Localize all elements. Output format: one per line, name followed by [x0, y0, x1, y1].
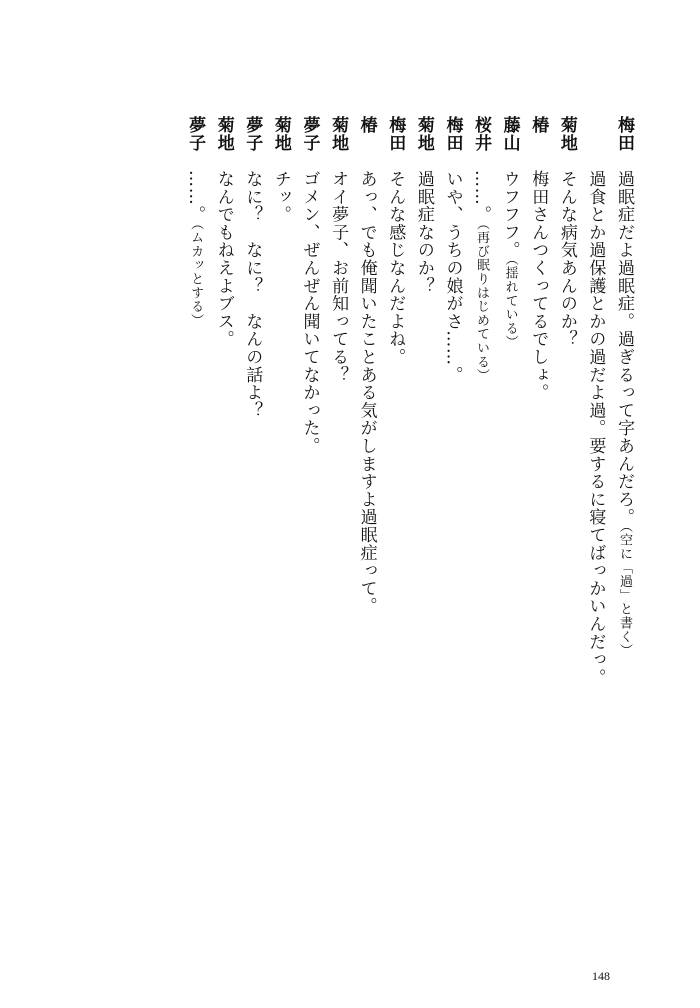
dialogue-text: 梅田さんつくってるでしょ。 — [528, 170, 549, 402]
dialogue-text: いや、うちの娘がさ……。 — [442, 170, 463, 384]
dialogue-text: オイ夢子、お前知ってる？ — [328, 170, 349, 384]
speaker-name: 梅田 — [442, 116, 463, 152]
speaker-name: 桜井 — [471, 116, 492, 152]
stage-direction: （空に「過」と書く） — [617, 526, 632, 658]
dialogue-text: ……。 — [185, 170, 206, 224]
dialogue-text: 過食とか過保護とかの過だよ過。要するに寝てばっかいんだっ。 — [585, 170, 606, 687]
page-number: 148 — [592, 969, 610, 983]
dialogue-line — [238, 116, 267, 976]
script-body — [78, 116, 638, 976]
dialogue-line — [495, 116, 524, 976]
dialogue-text: なに？ なに？ なんの話よ？ — [242, 170, 263, 420]
dialogue-line — [581, 116, 610, 976]
stage-direction: （再び眠りはじめている） — [474, 223, 490, 383]
dialogue-text: ゴメン、ぜんぜん聞いてなかった。 — [299, 170, 320, 455]
speaker-name: 夢子 — [185, 116, 206, 152]
dialogue-line — [409, 116, 438, 976]
speaker-name: 夢子 — [299, 116, 320, 152]
speaker-name: 菊地 — [328, 116, 349, 152]
dialogue-text: 過眠症だよ過眠症。過ぎるって字あんだろ。 — [614, 170, 634, 526]
dialogue-text: あっ、でも俺聞いたことある気がしますよ過眠症って。 — [356, 170, 377, 615]
dialogue-text: ウフフフ。 — [499, 170, 520, 259]
stage-direction: （揺れている） — [502, 259, 518, 350]
dialogue-text: ……。 — [471, 170, 492, 224]
speaker-name: 菊地 — [270, 116, 291, 152]
stage-direction: （ムカッとする） — [188, 223, 204, 328]
speaker-name: 梅田 — [385, 116, 406, 152]
dialogue-line — [266, 116, 295, 976]
speaker-name: 菊地 — [213, 116, 234, 152]
dialogue-line — [181, 116, 210, 976]
speaker-name: 菊地 — [413, 116, 434, 152]
dialogue-text: 過眠症なのか？ — [413, 170, 434, 295]
dialogue-line — [295, 116, 324, 976]
dialogue-text: そんな感じなんだよね。 — [385, 170, 406, 366]
speaker-name: 菊地 — [556, 116, 577, 152]
speaker-name: 梅田 — [614, 116, 634, 152]
speaker-name: 椿 — [528, 116, 549, 134]
dialogue-text: なんでもねえよブス。 — [213, 170, 234, 348]
dialogue-text: そんな病気あんのか？ — [556, 170, 577, 348]
dialogue-line — [381, 116, 410, 976]
dialogue-line — [323, 116, 352, 976]
speaker-name: 夢子 — [242, 116, 263, 152]
dialogue-line — [524, 116, 553, 976]
speaker-name: 藤山 — [499, 116, 520, 152]
dialogue-line — [609, 116, 638, 976]
dialogue-line — [466, 116, 495, 976]
speaker-name: 椿 — [356, 116, 377, 134]
dialogue-line — [552, 116, 581, 976]
dialogue-line — [352, 116, 381, 976]
dialogue-line — [209, 116, 238, 976]
dialogue-text: チッ。 — [270, 170, 291, 224]
dialogue-line — [438, 116, 467, 976]
